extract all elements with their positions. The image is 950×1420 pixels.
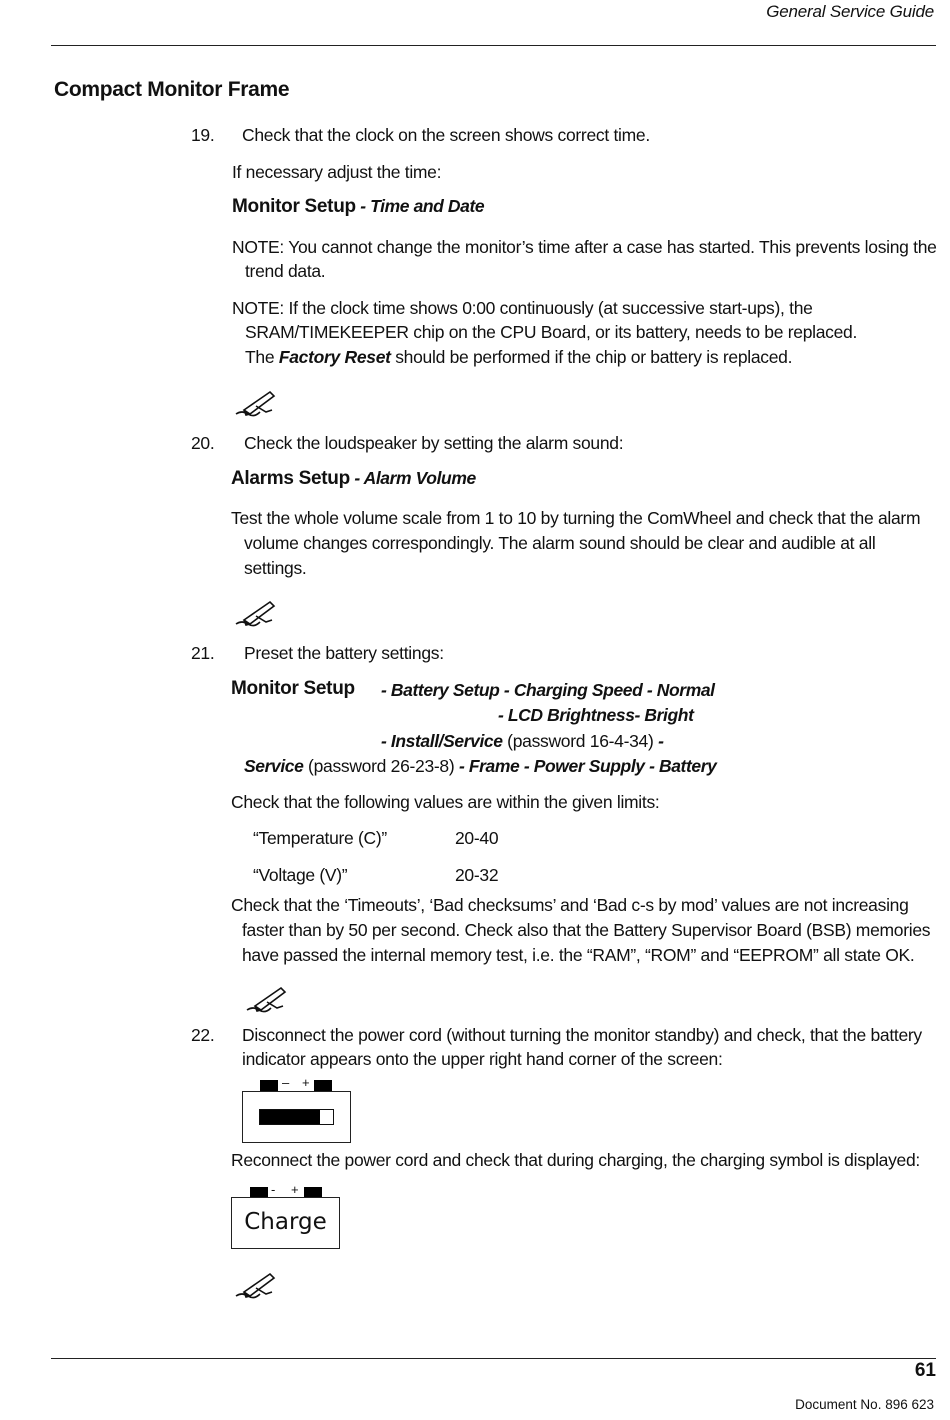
pen-writing-icon [243,984,289,1016]
step-21-desc-line2: faster than by 50 per second. Check also that the Battery Supervisor Board (BSB) memories [242,920,931,940]
step-21-check-intro: Check that the following values are within the given limits: [231,792,660,812]
step-20-desc-line3: settings. [244,558,307,578]
battery-plus-label: + [302,1075,310,1090]
battery-level-fill [260,1110,320,1124]
pen-writing-icon [232,1270,278,1302]
limit-name: “Temperature (C)” [253,828,387,848]
factory-reset-term: Factory Reset [278,347,391,367]
step-21-path-line1: - Battery Setup - Charging Speed - Normal [381,680,715,700]
pen-writing-icon [232,388,278,420]
note-text: The [245,347,279,367]
step-21-desc-line1: Check that the ‘Timeouts’, ‘Bad checksums’ and ‘Bad c-s by mod’ values are not increasing [231,895,909,915]
charge-minus-label: - [271,1182,276,1197]
charge-indicator [231,1184,343,1250]
charge-plus-label: + [291,1182,299,1197]
step-21-menu-main: Monitor Setup [231,678,355,699]
battery-indicator [242,1077,352,1143]
footer-rule [51,1358,936,1359]
charge-body [231,1197,340,1249]
menu-sub: - Alarm Volume [349,468,476,488]
battery-terminal-negative [260,1080,278,1091]
step-21-path-line4 [244,754,717,779]
path-continuation: - [658,731,664,751]
battery-minus-label: – [282,1075,290,1090]
menu-sub: Time and Date [370,196,485,216]
section-title: Compact Monitor Frame [54,78,290,101]
step-20-text: Check the loudspeaker by setting the alarm sound: [244,433,624,453]
menu-main: Monitor Setup [232,196,356,217]
menu-main: Alarms Setup [231,468,350,489]
step-19-note2-line3 [245,345,792,370]
password-text: (password 26-23-8) [303,756,459,776]
step-19-number: 19. [191,125,215,145]
limit-range: 20-32 [455,865,499,885]
step-22-text-line1: Disconnect the power cord (without turning the monitor standby) and check, that the battery [242,1025,922,1045]
step-19-note2-line1: NOTE: If the clock time shows 0:00 continuously (at successive start-ups), the [232,298,813,318]
step-19-note1-line1: NOTE: You cannot change the monitor’s time after a case has started. This prevents losing the [232,237,937,257]
step-22-number: 22. [191,1025,215,1045]
password-text: (password 16-4-34) [502,731,659,751]
step-21-path-line2: - LCD Brightness- Bright [498,705,694,725]
step-20-desc-line2: volume changes correspondingly. The alarm sound should be clear and audible at all [244,533,876,553]
battery-body [242,1091,351,1143]
step-21-path-line3 [381,729,664,754]
page-number: 61 [914,1360,936,1381]
step-20-number: 20. [191,433,215,453]
menu-separator: - [355,196,371,216]
install-service-term: - Install/Service [381,731,503,751]
path-tail: - Frame - Power Supply - Battery [458,756,717,776]
header-rule [51,45,936,46]
step-19-note1-line2: trend data. [245,261,326,281]
limit-range: 20-40 [455,828,499,848]
step-21-number: 21. [191,643,215,663]
step-22-text-line2: indicator appears onto the upper right hand corner of the screen: [242,1049,723,1069]
step-21-desc-line3: have passed the internal memory test, i.e. the “RAM”, “ROM” and “EEPROM” all state OK. [242,945,915,965]
step-19-menu-path [232,196,484,218]
step-20-menu-path [231,468,476,490]
service-term: Service [244,756,304,776]
step-19-note2-line2: SRAM/TIMEKEEPER chip on the CPU Board, or its battery, needs to be replaced. [245,322,858,342]
step-19-text: Check that the clock on the screen shows correct time. [242,125,650,145]
charge-label: Charge [244,1209,327,1235]
running-header: General Service Guide [766,2,934,21]
document-number: Document No. 896 623 [795,1397,934,1412]
battery-gauge [259,1109,334,1125]
limit-name: “Voltage (V)” [253,865,348,885]
step-21-text: Preset the battery settings: [244,643,444,663]
step-20-desc-line1: Test the whole volume scale from 1 to 10 by turning the ComWheel and check that the alarm [231,508,921,528]
pen-writing-icon [232,598,278,630]
battery-terminal-positive [314,1080,332,1091]
step-22-reconnect: Reconnect the power cord and check that during charging, the charging symbol is displayed: [231,1150,920,1170]
note-text: should be performed if the chip or battery is replaced. [390,347,793,367]
step-19-intro: If necessary adjust the time: [232,162,442,182]
